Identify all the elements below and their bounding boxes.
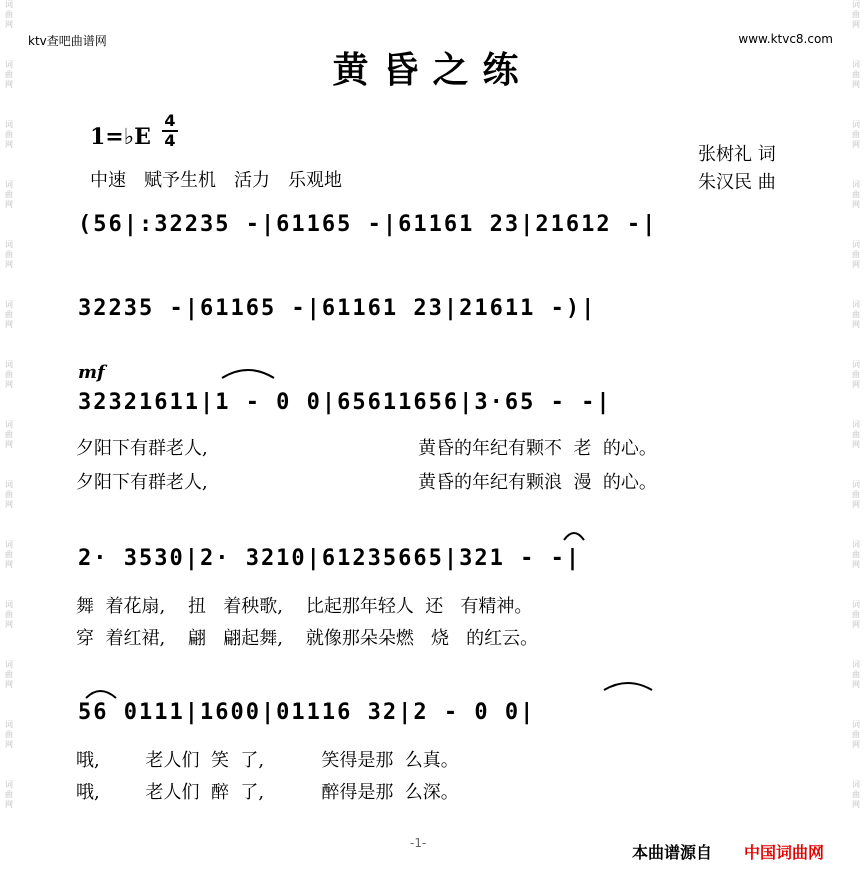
source-site-link[interactable]: 中国词曲网 bbox=[744, 843, 825, 862]
watermark-char: 曲 bbox=[852, 310, 860, 319]
lyric-line-5b: 哦, 老人们 醉 了, 醉得是那 么深。 bbox=[76, 782, 459, 803]
watermark-char: 曲 bbox=[5, 370, 13, 379]
watermark-char: 词 bbox=[852, 420, 860, 429]
watermark-char: 网 bbox=[852, 800, 860, 809]
watermark-char: 曲 bbox=[852, 190, 860, 199]
watermark-char: 曲 bbox=[852, 70, 860, 79]
watermark-char: 词 bbox=[5, 780, 13, 789]
score-line-4: 2· 3530|2· 3210|61235665|321 - -| bbox=[78, 546, 582, 571]
watermark-char: 曲 bbox=[5, 250, 13, 259]
site-label-left: ktv查吧曲谱网 bbox=[28, 34, 107, 48]
watermark-char: 网 bbox=[852, 200, 860, 209]
watermark-char: 曲 bbox=[5, 130, 13, 139]
watermark-char: 曲 bbox=[852, 10, 860, 19]
watermark-char: 网 bbox=[852, 440, 860, 449]
watermark-char: 曲 bbox=[5, 610, 13, 619]
watermark-char: 网 bbox=[5, 740, 13, 749]
watermark-char: 词 bbox=[5, 120, 13, 129]
watermark-char: 网 bbox=[852, 620, 860, 629]
watermark-char: 曲 bbox=[5, 730, 13, 739]
slur-4 bbox=[604, 683, 652, 690]
watermark-char: 曲 bbox=[5, 10, 13, 19]
watermark-char: 曲 bbox=[852, 670, 860, 679]
lyric-verse1-b: 黄昏的年纪有颗不 老 的心。 bbox=[418, 438, 657, 459]
watermark-char: 曲 bbox=[852, 730, 860, 739]
watermark-char: 词 bbox=[852, 660, 860, 669]
time-top: 4 bbox=[164, 111, 176, 130]
watermark-char: 词 bbox=[5, 360, 13, 369]
watermark-char: 词 bbox=[852, 180, 860, 189]
slur-1 bbox=[222, 370, 274, 378]
watermark-char: 网 bbox=[5, 20, 13, 29]
watermark-char: 曲 bbox=[852, 370, 860, 379]
watermark-char: 网 bbox=[5, 620, 13, 629]
watermark-char: 网 bbox=[852, 20, 860, 29]
watermark-char: 词 bbox=[5, 300, 13, 309]
source-label: 本曲谱源自 bbox=[632, 843, 713, 862]
watermark-char: 词 bbox=[852, 540, 860, 549]
watermark-char: 词 bbox=[852, 0, 860, 9]
page-number: -1- bbox=[410, 836, 427, 850]
score-line-3: 32321611|1 - 0 0|65611656|3·65 - -| bbox=[78, 390, 612, 415]
watermark-char: 曲 bbox=[852, 490, 860, 499]
watermark-char: 词 bbox=[5, 720, 13, 729]
watermark-char: 词 bbox=[5, 600, 13, 609]
watermark-char: 词 bbox=[852, 600, 860, 609]
watermark-char: 词 bbox=[5, 420, 13, 429]
watermark-char: 词 bbox=[852, 780, 860, 789]
watermark-char: 网 bbox=[5, 260, 13, 269]
watermark-char: 网 bbox=[852, 80, 860, 89]
lyric-verse2-b: 黄昏的年纪有颗浪 漫 的心。 bbox=[418, 472, 657, 493]
watermark-char: 曲 bbox=[5, 310, 13, 319]
watermark-char: 曲 bbox=[5, 190, 13, 199]
watermark-char: 网 bbox=[852, 500, 860, 509]
watermark-char: 网 bbox=[5, 800, 13, 809]
lyric-line-5a: 哦, 老人们 笑 了, 笑得是那 么真。 bbox=[76, 750, 459, 771]
lyric-line-4a: 舞 着花扇, 扭 着秧歌, 比起那年轻人 还 有精神。 bbox=[76, 596, 533, 617]
score-line-2: 32235 -|61165 -|61161 23|21611 -)| bbox=[78, 296, 597, 321]
watermark-char: 词 bbox=[5, 0, 13, 9]
watermark-char: 网 bbox=[5, 560, 13, 569]
watermark-char: 网 bbox=[852, 140, 860, 149]
watermark-char: 词 bbox=[852, 60, 860, 69]
watermark-char: 词 bbox=[5, 660, 13, 669]
watermark-char: 曲 bbox=[5, 430, 13, 439]
watermark-char: 曲 bbox=[5, 790, 13, 799]
watermark-char: 曲 bbox=[5, 70, 13, 79]
watermark-char: 网 bbox=[5, 380, 13, 389]
watermark-char: 网 bbox=[5, 680, 13, 689]
lyricist: 张树礼 词 bbox=[698, 144, 776, 165]
watermark-char: 曲 bbox=[852, 430, 860, 439]
lyric-verse1-a: 夕阳下有群老人, bbox=[76, 438, 208, 459]
watermark-char: 网 bbox=[852, 740, 860, 749]
watermark-char: 词 bbox=[5, 180, 13, 189]
watermark-char: 网 bbox=[5, 500, 13, 509]
watermark-char: 词 bbox=[852, 480, 860, 489]
watermark-char: 词 bbox=[852, 720, 860, 729]
watermark-char: 网 bbox=[852, 380, 860, 389]
time-bottom: 4 bbox=[162, 130, 178, 150]
dynamic-marking: mf bbox=[78, 362, 105, 383]
watermark-char: 词 bbox=[852, 300, 860, 309]
slur-3 bbox=[86, 691, 116, 698]
watermark-char: 曲 bbox=[852, 130, 860, 139]
watermark-char: 词 bbox=[852, 360, 860, 369]
lyric-line-4b: 穿 着红裙, 翩 翩起舞, 就像那朵朵燃 烧 的红云。 bbox=[76, 628, 539, 649]
composer: 朱汉民 曲 bbox=[698, 172, 776, 193]
watermark-char: 网 bbox=[5, 320, 13, 329]
watermark-char: 网 bbox=[852, 560, 860, 569]
watermark-char: 词 bbox=[5, 240, 13, 249]
song-title: 黄昏之练 bbox=[332, 49, 533, 91]
watermark-char: 网 bbox=[852, 680, 860, 689]
watermark-char: 网 bbox=[5, 440, 13, 449]
watermark-char: 网 bbox=[852, 260, 860, 269]
lyric-verse2-a: 夕阳下有群老人, bbox=[76, 472, 208, 493]
watermark-char: 词 bbox=[852, 240, 860, 249]
site-label-right: www.ktvc8.com bbox=[738, 32, 833, 46]
watermark-char: 词 bbox=[852, 120, 860, 129]
watermark-char: 曲 bbox=[5, 670, 13, 679]
watermark-char: 词 bbox=[5, 60, 13, 69]
key-signature: 1=♭E bbox=[90, 124, 151, 150]
watermark-char: 曲 bbox=[5, 550, 13, 559]
watermark-char: 曲 bbox=[852, 610, 860, 619]
watermark-char: 词 bbox=[5, 540, 13, 549]
watermark-char: 网 bbox=[5, 80, 13, 89]
score-line-5: 56 0111|1600|01116 32|2 - 0 0| bbox=[78, 700, 536, 725]
watermark-char: 曲 bbox=[852, 250, 860, 259]
watermark-char: 网 bbox=[5, 140, 13, 149]
watermark-char: 曲 bbox=[852, 550, 860, 559]
watermark-char: 曲 bbox=[5, 490, 13, 499]
watermark-char: 网 bbox=[852, 320, 860, 329]
watermark-char: 词 bbox=[5, 480, 13, 489]
watermark-char: 曲 bbox=[852, 790, 860, 799]
score-line-1: (56|:32235 -|61165 -|61161 23|21612 -| bbox=[78, 212, 658, 237]
watermark-char: 网 bbox=[5, 200, 13, 209]
tempo-marking: 中速 赋予生机 活力 乐观地 bbox=[90, 170, 342, 191]
slur-2 bbox=[564, 533, 584, 540]
